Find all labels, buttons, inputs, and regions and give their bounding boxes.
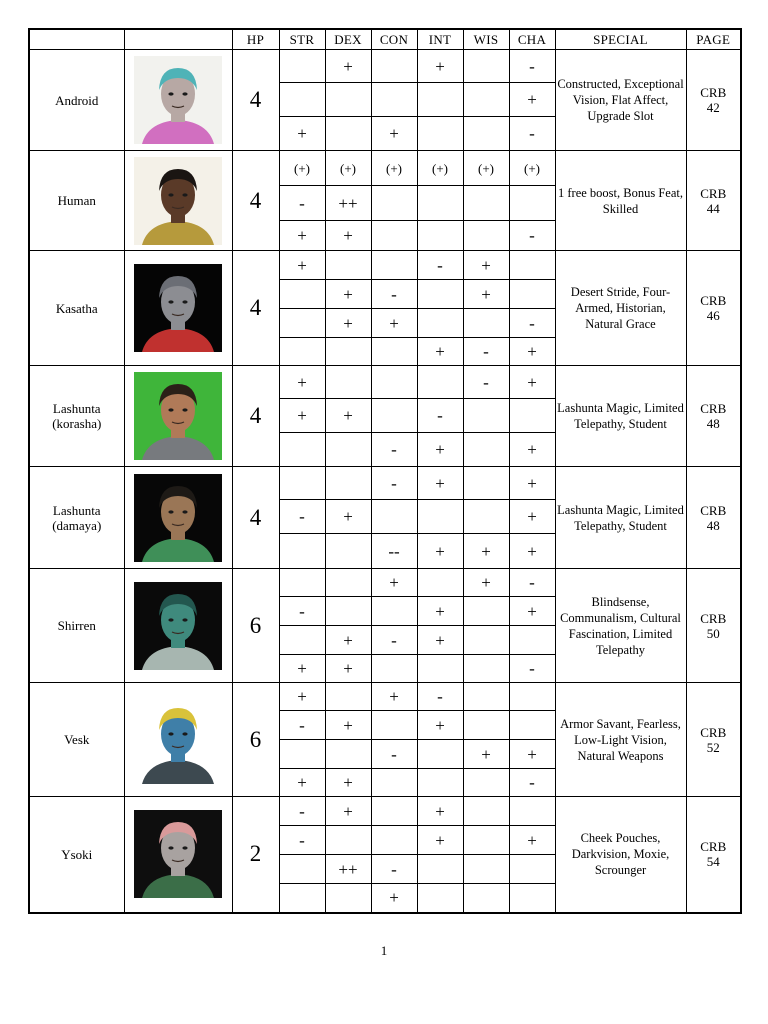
stat-dex: + — [325, 626, 371, 655]
ancestry-hp: 2 — [232, 797, 279, 913]
stat-str: - — [279, 826, 325, 855]
ancestry-special: Desert Stride, Four-Armed, Historian, Natural Grace — [555, 251, 686, 366]
stat-con: + — [371, 117, 417, 151]
stat-dex — [325, 251, 371, 280]
ancestry-name: Shirren — [29, 569, 124, 683]
stat-wis — [463, 683, 509, 711]
stat-str — [279, 534, 325, 569]
stat-wis — [463, 500, 509, 534]
stat-con: (+) — [371, 151, 417, 186]
table-row — [29, 251, 741, 280]
header-dex: DEX — [325, 29, 371, 50]
stat-dex: + — [325, 769, 371, 797]
stat-cha: + — [509, 338, 555, 366]
stat-cha: - — [509, 50, 555, 83]
table-row — [29, 467, 741, 500]
stat-int: - — [417, 683, 463, 711]
stat-int — [417, 83, 463, 117]
stat-wis — [463, 433, 509, 467]
stat-int: + — [417, 711, 463, 740]
stat-cha — [509, 711, 555, 740]
stat-str: + — [279, 683, 325, 711]
header-hp: HP — [232, 29, 279, 50]
stat-wis — [463, 597, 509, 626]
stat-dex: + — [325, 655, 371, 683]
ancestry-name: Vesk — [29, 683, 124, 797]
stat-cha — [509, 855, 555, 884]
header-str: STR — [279, 29, 325, 50]
stat-str: - — [279, 186, 325, 221]
stat-cha: + — [509, 83, 555, 117]
stat-con — [371, 500, 417, 534]
header-cha: CHA — [509, 29, 555, 50]
stat-wis — [463, 83, 509, 117]
stat-con: - — [371, 626, 417, 655]
stat-int — [417, 186, 463, 221]
ancestry-portrait — [124, 366, 232, 467]
ancestry-hp: 4 — [232, 251, 279, 366]
stat-str: + — [279, 251, 325, 280]
stat-con: - — [371, 433, 417, 467]
stat-dex — [325, 740, 371, 769]
portrait-image — [134, 56, 222, 144]
stat-int — [417, 769, 463, 797]
stat-cha — [509, 399, 555, 433]
header-page: PAGE — [686, 29, 741, 50]
stat-int — [417, 221, 463, 251]
ancestry-page: CRB 46 — [686, 251, 741, 366]
table-row — [29, 50, 741, 83]
stat-int — [417, 309, 463, 338]
stat-cha — [509, 797, 555, 826]
stat-str: + — [279, 769, 325, 797]
stat-int — [417, 366, 463, 399]
stat-dex: + — [325, 500, 371, 534]
stat-str — [279, 50, 325, 83]
stat-cha — [509, 251, 555, 280]
stat-dex: + — [325, 50, 371, 83]
stat-str — [279, 626, 325, 655]
stat-cha: - — [509, 117, 555, 151]
ancestry-hp: 4 — [232, 50, 279, 151]
stat-wis: + — [463, 740, 509, 769]
stat-wis — [463, 826, 509, 855]
stat-str: - — [279, 597, 325, 626]
table-row — [29, 797, 741, 826]
ancestry-name: Lashunta (damaya) — [29, 467, 124, 569]
ancestry-special: Armor Savant, Fearless, Low-Light Vision, Natural Weapons — [555, 683, 686, 797]
stat-cha — [509, 683, 555, 711]
stat-int: (+) — [417, 151, 463, 186]
header-special: SPECIAL — [555, 29, 686, 50]
portrait-image — [134, 810, 222, 898]
stat-str: - — [279, 711, 325, 740]
ancestry-special: Cheek Pouches, Darkvision, Moxie, Scrounger — [555, 797, 686, 913]
stat-cha: + — [509, 500, 555, 534]
stat-str: - — [279, 797, 325, 826]
ancestry-portrait — [124, 683, 232, 797]
portrait-image — [134, 474, 222, 562]
stat-con: -- — [371, 534, 417, 569]
stat-con — [371, 251, 417, 280]
stat-wis: + — [463, 280, 509, 309]
stat-con — [371, 221, 417, 251]
stat-wis — [463, 855, 509, 884]
stat-wis — [463, 711, 509, 740]
stat-wis — [463, 626, 509, 655]
stat-dex: + — [325, 797, 371, 826]
stat-str — [279, 433, 325, 467]
stat-con — [371, 711, 417, 740]
ancestry-page: CRB 48 — [686, 366, 741, 467]
stat-dex — [325, 433, 371, 467]
stat-wis — [463, 467, 509, 500]
stat-cha: - — [509, 655, 555, 683]
header-con: CON — [371, 29, 417, 50]
portrait-image — [134, 372, 222, 460]
stat-wis — [463, 50, 509, 83]
stat-wis — [463, 884, 509, 913]
stat-int: + — [417, 50, 463, 83]
stat-dex — [325, 83, 371, 117]
stat-cha: - — [509, 221, 555, 251]
stat-dex: + — [325, 711, 371, 740]
table-row — [29, 366, 741, 399]
ancestry-name: Human — [29, 151, 124, 251]
stat-int: + — [417, 433, 463, 467]
stat-con — [371, 186, 417, 221]
stat-dex — [325, 338, 371, 366]
stat-int — [417, 117, 463, 151]
ancestry-special: Blindsense, Communalism, Cultural Fascination, Limited Telepathy — [555, 569, 686, 683]
ancestry-page: CRB 52 — [686, 683, 741, 797]
stat-int: + — [417, 467, 463, 500]
ancestry-page: CRB 50 — [686, 569, 741, 683]
ancestry-portrait — [124, 151, 232, 251]
stat-dex — [325, 826, 371, 855]
stat-wis — [463, 655, 509, 683]
ancestry-page: CRB 54 — [686, 797, 741, 913]
stat-dex — [325, 569, 371, 597]
ancestry-name: Lashunta (korasha) — [29, 366, 124, 467]
stat-con: - — [371, 740, 417, 769]
stat-con: + — [371, 884, 417, 913]
stat-cha: + — [509, 366, 555, 399]
stat-cha: (+) — [509, 151, 555, 186]
ancestry-hp: 6 — [232, 683, 279, 797]
stat-int — [417, 655, 463, 683]
ancestry-special: 1 free boost, Bonus Feat, Skilled — [555, 151, 686, 251]
stat-wis — [463, 797, 509, 826]
stat-str — [279, 83, 325, 117]
stat-dex — [325, 534, 371, 569]
stat-cha: - — [509, 769, 555, 797]
stat-dex: (+) — [325, 151, 371, 186]
stat-con: + — [371, 569, 417, 597]
stat-dex: ++ — [325, 186, 371, 221]
stat-int: - — [417, 251, 463, 280]
stat-con — [371, 366, 417, 399]
stat-dex: + — [325, 309, 371, 338]
stat-dex — [325, 117, 371, 151]
ancestry-portrait — [124, 797, 232, 913]
stat-cha: + — [509, 740, 555, 769]
stat-con: - — [371, 280, 417, 309]
stat-wis: + — [463, 569, 509, 597]
stat-int — [417, 740, 463, 769]
stat-con — [371, 83, 417, 117]
stat-str — [279, 309, 325, 338]
stat-dex — [325, 884, 371, 913]
ancestry-special: Constructed, Exceptional Vision, Flat Affect, Upgrade Slot — [555, 50, 686, 151]
stat-str — [279, 569, 325, 597]
stat-con — [371, 597, 417, 626]
ancestry-hp: 4 — [232, 366, 279, 467]
ancestry-hp: 4 — [232, 467, 279, 569]
stat-int — [417, 884, 463, 913]
stat-wis — [463, 186, 509, 221]
stat-int — [417, 500, 463, 534]
stat-str: + — [279, 221, 325, 251]
stat-dex: ++ — [325, 855, 371, 884]
header-name — [29, 29, 124, 50]
stat-con: - — [371, 467, 417, 500]
ancestry-special: Lashunta Magic, Limited Telepathy, Student — [555, 467, 686, 569]
stat-dex — [325, 366, 371, 399]
portrait-image — [134, 696, 222, 784]
stat-str — [279, 884, 325, 913]
page-number: 1 — [380, 943, 388, 958]
ancestry-page: CRB 48 — [686, 467, 741, 569]
stat-str — [279, 855, 325, 884]
stat-con — [371, 769, 417, 797]
stat-con — [371, 655, 417, 683]
stat-wis — [463, 309, 509, 338]
stat-cha — [509, 186, 555, 221]
stat-cha — [509, 626, 555, 655]
ancestry-name: Android — [29, 50, 124, 151]
portrait-image — [134, 264, 222, 352]
ancestry-portrait — [124, 569, 232, 683]
stat-str — [279, 467, 325, 500]
stat-int: + — [417, 826, 463, 855]
stat-str — [279, 338, 325, 366]
stat-cha: + — [509, 597, 555, 626]
ancestry-name: Kasatha — [29, 251, 124, 366]
stat-int — [417, 569, 463, 597]
stat-wis — [463, 399, 509, 433]
stat-con — [371, 399, 417, 433]
stat-con: - — [371, 855, 417, 884]
ancestry-portrait — [124, 50, 232, 151]
stat-con — [371, 338, 417, 366]
header-portrait — [124, 29, 232, 50]
stat-int: + — [417, 338, 463, 366]
ancestry-portrait — [124, 467, 232, 569]
stat-cha — [509, 280, 555, 309]
stat-cha: + — [509, 467, 555, 500]
stat-dex — [325, 467, 371, 500]
stat-int: + — [417, 797, 463, 826]
table-row — [29, 151, 741, 186]
stat-con — [371, 826, 417, 855]
table-row — [29, 569, 741, 597]
stat-int — [417, 855, 463, 884]
stat-str: + — [279, 399, 325, 433]
stat-wis — [463, 117, 509, 151]
ancestry-special: Lashunta Magic, Limited Telepathy, Student — [555, 366, 686, 467]
stat-dex — [325, 597, 371, 626]
stat-cha: + — [509, 826, 555, 855]
stat-con: + — [371, 683, 417, 711]
stat-str: + — [279, 117, 325, 151]
stat-cha: + — [509, 433, 555, 467]
stat-str — [279, 740, 325, 769]
header-wis: WIS — [463, 29, 509, 50]
stat-int: + — [417, 534, 463, 569]
ancestry-hp: 4 — [232, 151, 279, 251]
stat-dex: + — [325, 221, 371, 251]
ancestry-table — [28, 28, 742, 914]
stat-cha: - — [509, 569, 555, 597]
stat-int: - — [417, 399, 463, 433]
stat-cha: - — [509, 309, 555, 338]
table-row — [29, 683, 741, 711]
stat-con: + — [371, 309, 417, 338]
stat-dex — [325, 683, 371, 711]
ancestry-name: Ysoki — [29, 797, 124, 913]
header-row — [29, 29, 741, 50]
stat-dex: + — [325, 280, 371, 309]
stat-dex: + — [325, 399, 371, 433]
stat-wis: + — [463, 251, 509, 280]
stat-str: + — [279, 655, 325, 683]
stat-wis — [463, 769, 509, 797]
stat-wis: - — [463, 366, 509, 399]
stat-wis: + — [463, 534, 509, 569]
stat-con — [371, 50, 417, 83]
stat-cha — [509, 884, 555, 913]
portrait-image — [134, 582, 222, 670]
ancestry-page: CRB 42 — [686, 50, 741, 151]
header-int: INT — [417, 29, 463, 50]
stat-int: + — [417, 597, 463, 626]
stat-wis: - — [463, 338, 509, 366]
stat-str — [279, 280, 325, 309]
ancestry-portrait — [124, 251, 232, 366]
ancestry-page: CRB 44 — [686, 151, 741, 251]
stat-wis — [463, 221, 509, 251]
stat-con — [371, 797, 417, 826]
stat-int: + — [417, 626, 463, 655]
stat-str: + — [279, 366, 325, 399]
stat-cha: + — [509, 534, 555, 569]
portrait-image — [134, 157, 222, 245]
stat-str: (+) — [279, 151, 325, 186]
stat-wis: (+) — [463, 151, 509, 186]
ancestry-hp: 6 — [232, 569, 279, 683]
stat-int — [417, 280, 463, 309]
stat-str: - — [279, 500, 325, 534]
